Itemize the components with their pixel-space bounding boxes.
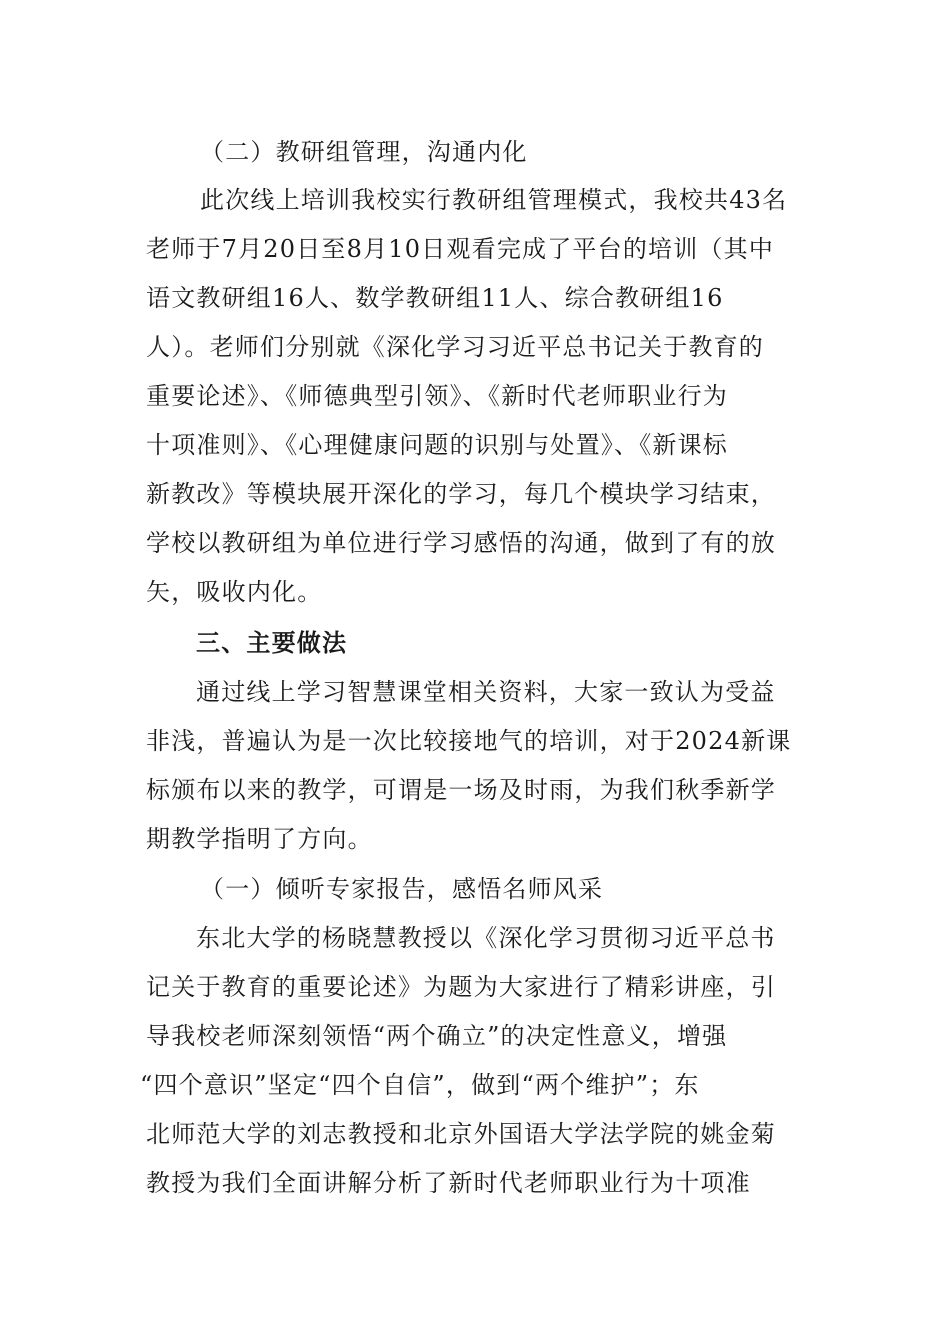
paragraph-line: 新教改》等模块展开深化的学习，每几个模块学习结束， [146, 480, 776, 508]
paragraph-line: 教授为我们全面讲解分析了新时代老师职业行为十项准 [146, 1169, 751, 1197]
paragraph-line: 重要论述》、《师德典型引领》、《新时代老师职业行为 [146, 382, 728, 410]
paragraph-line: 学校以教研组为单位进行学习感悟的沟通，做到了有的放 [146, 529, 776, 557]
paragraph-line: 语文教研组16人、数学教研组11人、综合教研组16 [146, 284, 724, 312]
paragraph-line: 通过线上学习智慧课堂相关资料，大家一致认为受益 [196, 678, 776, 706]
paragraph-line: 期教学指明了方向。 [146, 825, 373, 853]
subheading-1: （一）倾听专家报告，感悟名师风采 [200, 875, 604, 903]
paragraph-line: “四个意识”坚定“四个自信”，做到“两个维护”；东 [140, 1071, 700, 1099]
section-heading-3: 三、主要做法 [196, 629, 348, 657]
paragraph-line: 东北大学的杨晓慧教授以《深化学习贯彻习近平总书 [196, 924, 776, 952]
paragraph-line: 此次线上培训我校实行教研组管理模式，我校共43名 [200, 186, 788, 214]
paragraph-line: 北师范大学的刘志教授和北京外国语大学法学院的姚金菊 [146, 1120, 776, 1148]
paragraph-line: 记关于教育的重要论述》为题为大家进行了精彩讲座，引 [146, 973, 776, 1001]
paragraph-line: 非浅，普遍认为是一次比较接地气的培训，对于2024新课 [146, 727, 792, 755]
paragraph-line: 老师于7月20日至8月10日观看完成了平台的培训（其中 [146, 235, 775, 263]
paragraph-line: 标颁布以来的教学，可谓是一场及时雨，为我们秋季新学 [146, 776, 776, 804]
paragraph-line: 人）。老师们分别就《深化学习习近平总书记关于教育的 [146, 333, 764, 361]
paragraph-line: 导我校老师深刻领悟“两个确立”的决定性意义，增强 [146, 1022, 728, 1050]
paragraph-line: 十项准则》、《心理健康问题的识别与处置》、《新课标 [146, 431, 728, 459]
subheading-2: （二）教研组管理，沟通内化 [200, 138, 528, 166]
paragraph-line: 矢，吸收内化。 [146, 578, 323, 606]
